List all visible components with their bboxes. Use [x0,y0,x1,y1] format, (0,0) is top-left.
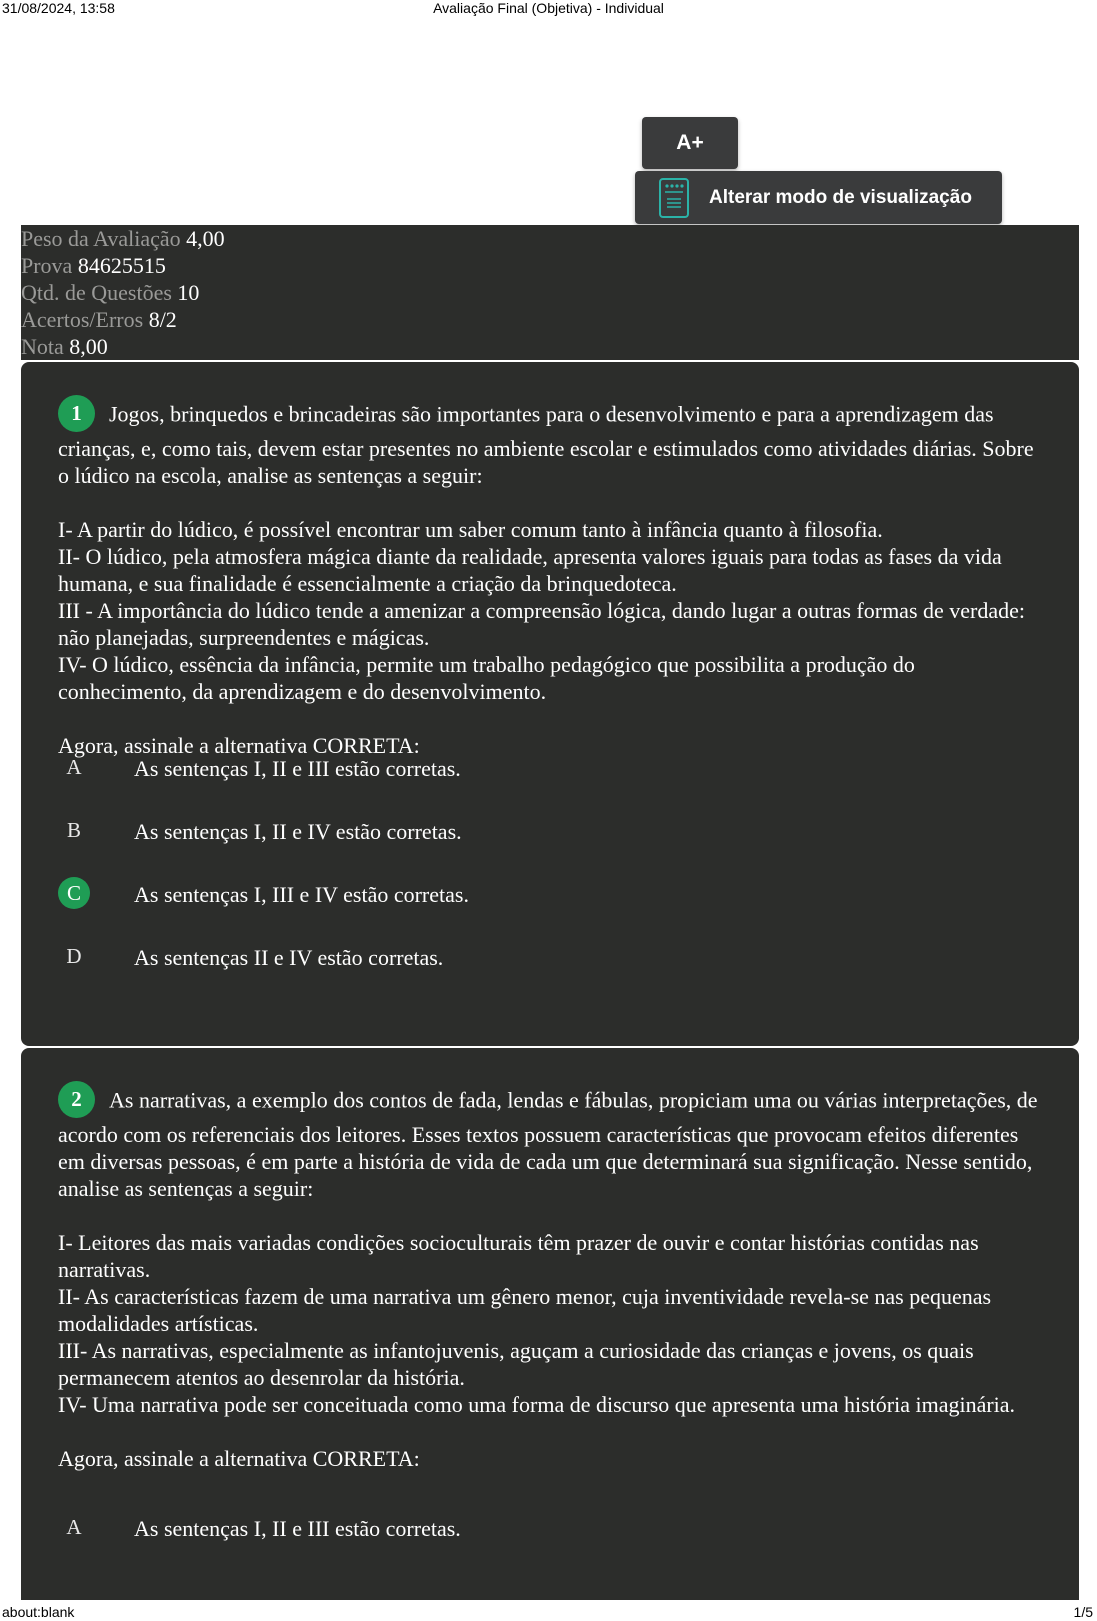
score-label: Acertos/Erros [21,307,144,332]
print-header [0,0,1097,16]
alternative-text: As sentenças II e IV estão corretas. [134,945,444,970]
alternative-letter: D [66,944,82,968]
alternative-text: As sentenças I, II e III estão corretas. [134,756,461,781]
print-url: about:blank [2,1604,75,1620]
statement: III- As narrativas, especialmente as infantojuvenis, aguçam a curiosidade das crianças e jovens, os quais permanecem atentos ao desenrolar da história. [58,1338,974,1390]
question-card-1 [21,362,1079,1046]
correct-answer-badge: C [58,877,90,909]
statement: II- O lúdico, pela atmosfera mágica diante da realidade, apresenta valores iguais para todas as fases da vida humana, e sua finalidade é essencialmente a criação da brinquedoteca. [58,544,1002,596]
view-mode-label: Alterar modo de visualização [709,186,972,208]
statement: III - A importância do lúdico tende a amenizar a compreensão lógica, dando lugar a outras formas de verdade: não planejadas, surpreendentes e mágicas. [58,598,1026,650]
statement: I- A partir do lúdico, é possível encontrar um saber comum tanto à infância quanto à filosofia. [58,517,883,542]
question-card-2 [21,1048,1079,1600]
weight-value: 4,00 [186,226,225,251]
question-prompt: Agora, assinale a alternativa CORRETA: [58,733,420,758]
summary-questions [21,279,1079,306]
question-text [58,398,1048,759]
alternative-a[interactable] [58,1511,1058,1551]
statement: IV- Uma narrativa pode ser conceituada como uma forma de discurso que apresenta uma história imaginária. [58,1392,1016,1417]
statement: IV- O lúdico, essência da infância, permite um trabalho pedagógico que possibilita a produção do conhecimento, da aprendizagem e do desenvolvimento. [58,652,915,704]
font-size-increase-button[interactable]: A+ [642,117,738,169]
summary-weight [21,225,1079,252]
question-text [58,1084,1048,1472]
weight-label: Peso da Avaliação [21,226,181,251]
question-intro: 1 Jogos, brinquedos e brincadeiras são importantes para o desenvolvimento e para a aprendizagem das crianças, e, como tais, devem estar presentes no ambiente escolar e estimulados como atividades diárias. Sobre o lúdico na escola, analise as sentenças a seguir: [58,398,1048,489]
question-number-badge: 1 [58,395,95,432]
alternative-c[interactable] [58,877,1058,917]
summary-grade [21,333,1079,360]
alternative-a[interactable] [58,751,1058,791]
print-datetime: 31/08/2024, 13:58 [2,0,115,16]
alternative-d[interactable] [58,940,1058,980]
exam-summary [21,225,1079,360]
question-number-badge: 2 [58,1081,95,1118]
alternative-text: As sentenças I, II e III estão corretas. [134,1516,461,1541]
exam-value: 84625515 [77,253,166,278]
score-value: 8/2 [148,307,177,332]
grade-value: 8,00 [69,334,108,359]
exam-label: Prova [21,253,73,278]
question-prompt: Agora, assinale a alternativa CORRETA: [58,1446,420,1471]
alternative-letter: A [66,755,82,779]
statement: II- As características fazem de uma narrativa um gênero menor, cuja inventividade revela-se nas pequenas modalidades artísticas. [58,1284,992,1336]
alternative-text: As sentenças I, II e IV estão corretas. [134,819,462,844]
alternative-text: As sentenças I, III e IV estão corretas. [134,882,469,907]
grade-label: Nota [21,334,64,359]
statement: I- Leitores das mais variadas condições socioculturais têm prazer de ouvir e contar histórias contidas nas narrativas. [58,1230,979,1282]
print-title: Avaliação Final (Objetiva) - Individual [433,0,664,16]
alternative-letter: A [66,1515,82,1539]
view-mode-button[interactable] [635,171,1002,224]
alternative-letter: B [66,818,81,842]
summary-score [21,306,1079,333]
print-page-number: 1/5 [1073,1604,1093,1620]
question-intro: 2 As narrativas, a exemplo dos contos de fada, lendas e fábulas, propiciam uma ou várias interpretações, de acordo com os referenciais dos leitores. Esses textos possuem características que provocam efeitos diferentes em diversas pessoas, é em parte a história de vida de cada um que determinará sua significação. Nesse sentido, analise as sentenças a seguir: [58,1084,1048,1202]
questions-value: 10 [177,280,200,305]
print-footer [0,1604,1097,1620]
summary-exam [21,252,1079,279]
questions-label: Qtd. de Questões [21,280,172,305]
alternative-b[interactable] [58,814,1058,854]
document-icon [659,178,689,218]
